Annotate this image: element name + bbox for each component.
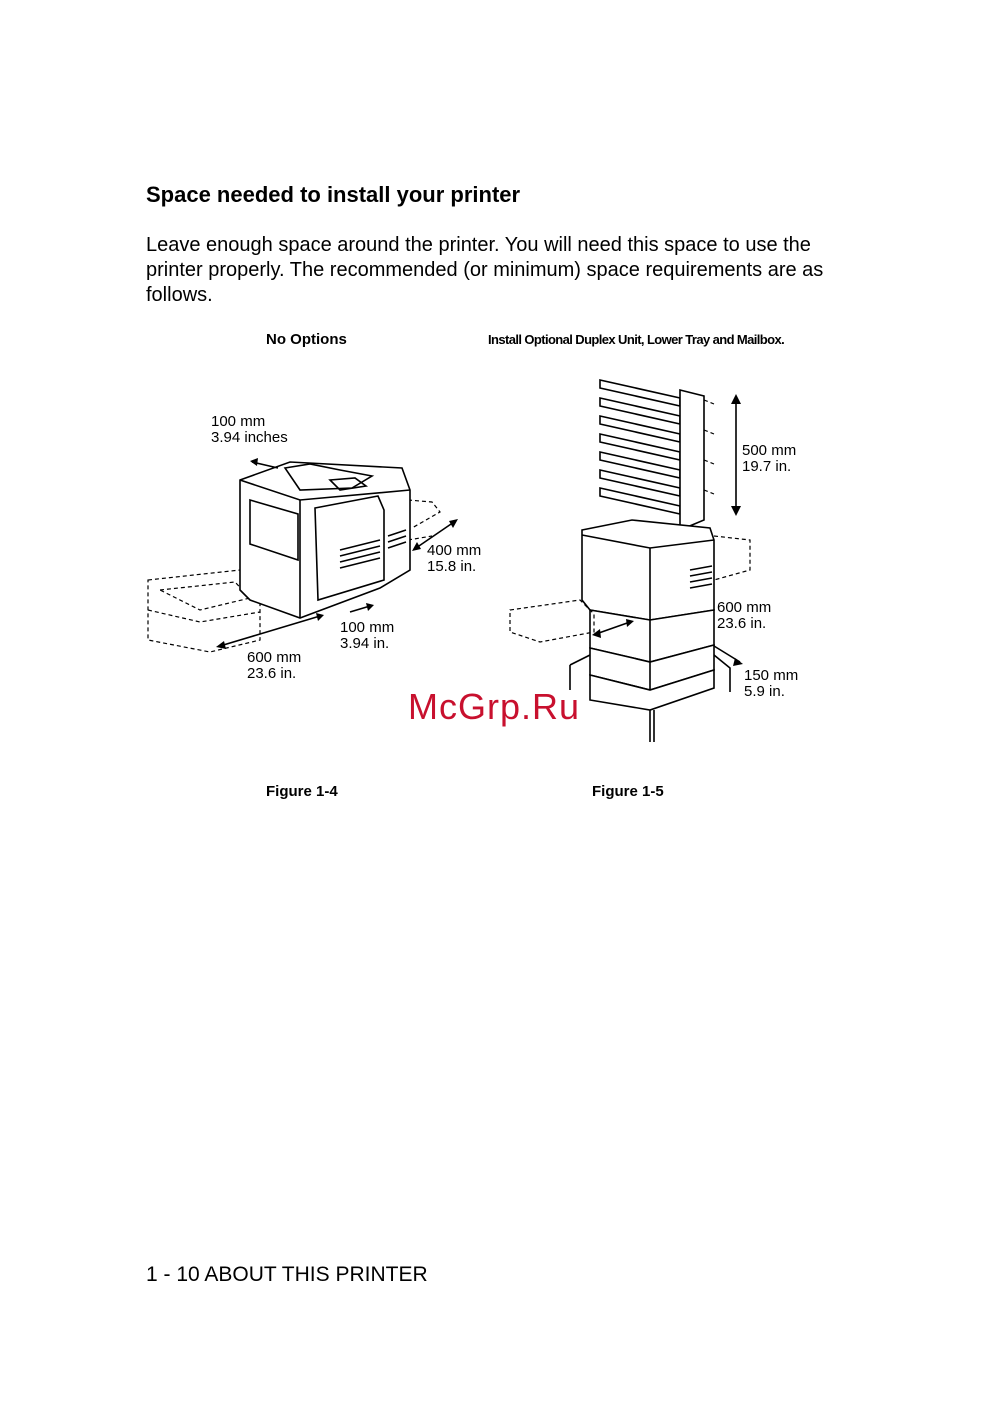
left-tray-clearance-in: 23.6 in.: [247, 665, 297, 682]
right-mailbox-clearance-label: [742, 443, 796, 475]
right-bottom-clearance-in: 5.9 in.: [744, 683, 785, 700]
right-side-clearance-label: [717, 600, 771, 632]
section-heading: Space needed to install your printer: [146, 182, 521, 207]
left-tray-clearance-label: [247, 650, 301, 682]
right-mailbox-clearance-mm: 500 mm: [742, 442, 797, 459]
left-top-clearance-mm: 100 mm: [211, 413, 266, 430]
left-right-clearance-in: 15.8 in.: [427, 558, 477, 575]
mailbox-bins: [600, 380, 680, 514]
figure-right-caption: Figure 1-5: [592, 783, 664, 800]
left-front-clearance-label: [340, 620, 394, 652]
left-front-clearance-mm: 100 mm: [340, 619, 395, 636]
figure-left-caption: Figure 1-4: [266, 783, 338, 800]
right-side-clearance-mm: 600 mm: [717, 599, 772, 616]
left-top-clearance-in: 3.94 inches: [211, 429, 288, 446]
left-front-clearance-in: 3.94 in.: [340, 635, 390, 652]
left-top-clearance-label: [211, 414, 288, 446]
figure-left-title: No Options: [266, 331, 347, 348]
page-footer: 1 - 10 ABOUT THIS PRINTER: [146, 1263, 428, 1286]
right-mailbox-clearance-in: 19.7 in.: [742, 458, 792, 475]
right-side-clearance-in: 23.6 in.: [717, 615, 767, 632]
right-bottom-clearance-label: [744, 668, 798, 700]
left-right-clearance-label: [427, 543, 481, 575]
left-tray-clearance-mm: 600 mm: [247, 649, 302, 666]
right-bottom-clearance-mm: 150 mm: [744, 667, 799, 684]
left-right-clearance-mm: 400 mm: [427, 542, 482, 559]
figure-right-title: Install Optional Duplex Unit, Lower Tray and Mailbox.: [488, 332, 785, 347]
watermark: McGrp.Ru: [408, 686, 581, 727]
intro-paragraph: Leave enough space around the printer. You will need this space to use the printer properly. The recommended (or minimum) space requirements are as follows.: [146, 234, 824, 306]
